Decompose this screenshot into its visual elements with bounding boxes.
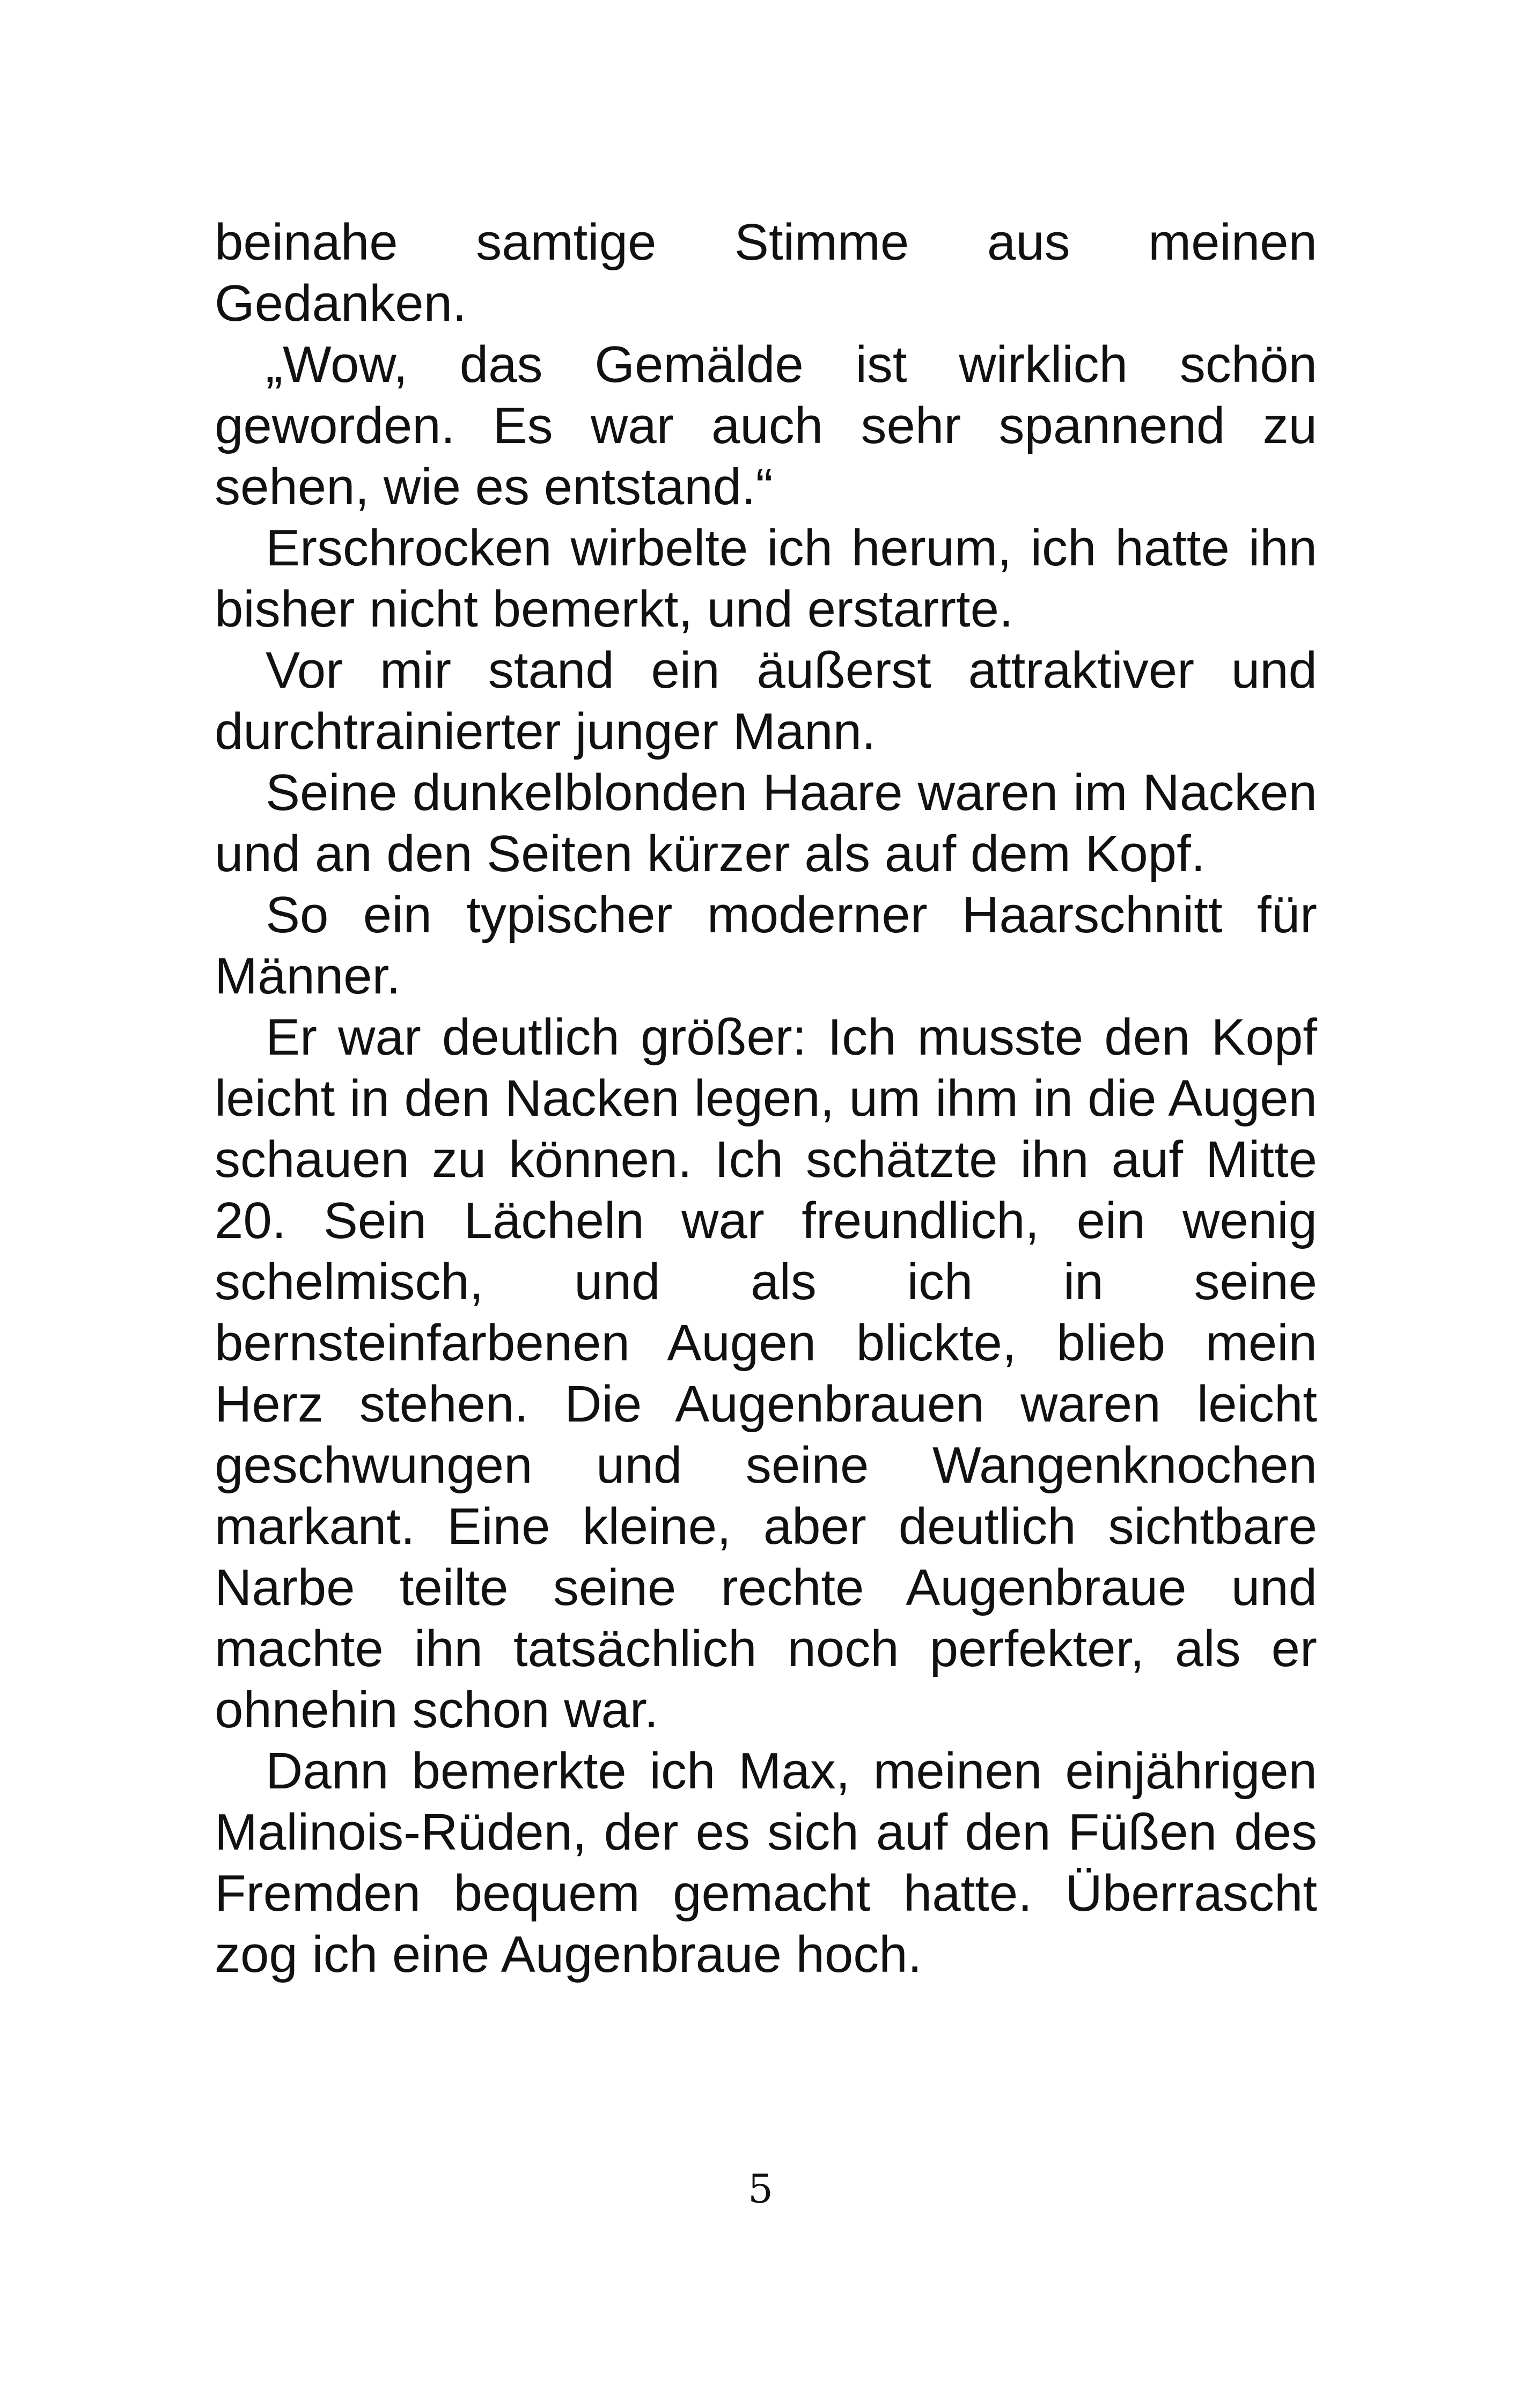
paragraph-6: So ein typischer moderner Haarschnitt für Männer.: [215, 886, 1317, 1005]
paragraph-7: Er war deutlich größer: Ich musste den Kopf leicht in den Nacken legen, um ihm in die Augen schauen zu können. Ich schätzte ihn auf Mitte 20. Sein Lächeln war freundlich, ein wenig schelmisch, und als ich in seine bernsteinfarbenen Augen blickte, blieb mein Herz stehen. Die Augenbrauen waren leicht geschwungen und seine Wangenknochen markant. Eine kleine, aber deutlich sichtbare Narbe teilte seine rechte Augenbraue und machte ihn tatsächlich noch perfekter, als er ohnehin schon war.: [215, 1008, 1317, 1739]
paragraph-8: Dann bemerkte ich Max, meinen einjährigen Malinois-Rüden, der es sich auf den Füßen des Fremden bequem gemacht hatte. Überrascht zog ich eine Augenbraue hoch.: [215, 1742, 1317, 1983]
paragraph-1: beinahe samtige Stimme aus meinen Gedanken.: [215, 213, 1317, 332]
paragraph-5: Seine dunkelblonden Haare waren im Nacken und an den Seiten kürzer als auf dem Kopf.: [215, 764, 1317, 882]
paragraph-3: Erschrocken wirbelte ich herum, ich hatte ihn bisher nicht bemerkt, und erstarrte.: [215, 519, 1317, 638]
paragraph-2: „Wow, das Gemälde ist wirklich schön geworden. Es war auch sehr spannend zu sehen, wie es entstand.“: [215, 336, 1317, 516]
paragraph-4: Vor mir stand ein äußerst attraktiver und durchtrainierter junger Mann.: [215, 642, 1317, 760]
body-text: [215, 212, 1317, 1985]
page-number: 5: [747, 2166, 774, 2212]
